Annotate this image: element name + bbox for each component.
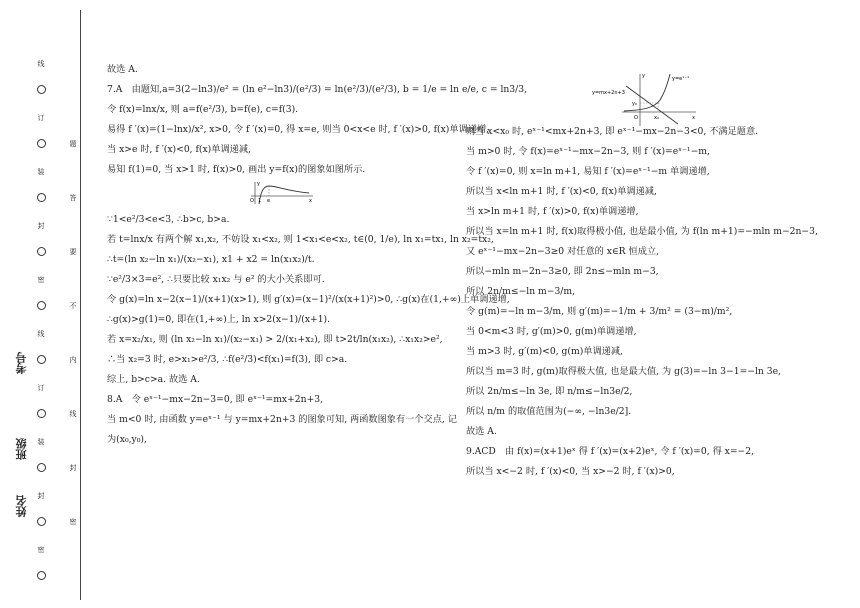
- binding-hole-icon: [37, 571, 46, 580]
- figure-lnx-over-x: [247, 180, 317, 206]
- binding-mark: 订: [37, 114, 45, 122]
- right-column-line: 故选 A.: [466, 426, 497, 437]
- right-column-line: 所以当 x<−2 时, f ′(x)<0, 当 x>−2 时, f ′(x)>0,: [466, 466, 675, 477]
- binding-hole-icon: [37, 463, 46, 472]
- fig2-label-line: y=mx+2n+3: [592, 90, 625, 96]
- fig1-label-e: e: [267, 198, 271, 204]
- binding-inner-mark: 封: [69, 464, 77, 472]
- left-column-line: 令 f(x)=lnx/x, 则 a=f(e²/3), b=f(e), c=f(3).: [107, 104, 299, 115]
- binding-outer-marks: [34, 60, 48, 608]
- label-class: 班级: [15, 438, 28, 460]
- binding-inner-mark: 要: [69, 248, 77, 256]
- figure-exp-line: [592, 70, 702, 128]
- fig2-label-x: x: [692, 115, 695, 121]
- right-column-line: 又 eˣ⁻¹−mx−2n−3≥0 对任意的 x∈R 恒成立,: [466, 246, 660, 257]
- right-column-line: 9.ACD 由 f(x)=(x+1)eˣ 得 f ′(x)=(x+2)eˣ, 令 f ′(x)=0, 得 x=−2,: [466, 446, 755, 457]
- binding-inner-mark: 答: [69, 194, 77, 202]
- binding-hole-icon: [37, 355, 46, 364]
- right-column-line: 令 g(m)=−ln m−3/m, 则 g′(m)=−1/m + 3/m² = (3−m)/m²,: [466, 306, 733, 317]
- right-column-line: 当 x>ln m+1 时, f ′(x)>0, f(x)单调递增,: [466, 206, 639, 217]
- right-column-line: 所以−mln m−2n−3≥0, 即 2n≤−mln m−3,: [466, 266, 659, 277]
- left-column-line: 若 x=x₂/x₁, 则 (ln x₂−ln x₁)/(x₂−x₁) > 2/(x₁+x₂), 即 t>2t/ln(x₁x₂), ∴x₁x₂>e²,: [107, 334, 443, 345]
- left-column-line: 为(x₀,y₀),: [107, 434, 147, 445]
- fig1-label-1: 1: [258, 198, 262, 204]
- left-column-line: 8.A 令 eˣ⁻¹−mx−2n−3=0, 即 eˣ⁻¹=mx+2n+3,: [107, 394, 324, 405]
- right-column-line: 所以当 x<ln m+1 时, f ′(x)<0, f(x)单调递减,: [466, 186, 657, 197]
- right-column-line: 当 m>3 时, g′(m)<0, g(m)单调递减,: [466, 346, 623, 357]
- binding-mark: 装: [37, 168, 45, 176]
- binding-mark: 线: [37, 330, 45, 338]
- left-column-line: 故选 A.: [107, 64, 138, 75]
- right-column-line: 所以 2n/m≤−ln m−3/m,: [466, 286, 576, 297]
- binding-mark: 封: [37, 492, 45, 500]
- left-column-line: ∵1<e²/3<e<3, ∴b>c, b>a.: [107, 214, 230, 225]
- label-name: 姓名: [15, 495, 28, 517]
- binding-hole-icon: [37, 139, 46, 148]
- right-column-line: 当 m>0 时, 令 f(x)=eˣ⁻¹−mx−2n−3, 则 f ′(x)=eˣ⁻¹−m,: [466, 146, 710, 157]
- left-column-line: ∴g(x)>g(1)=0, 即在(1,+∞)上, ln x>2(x−1)/(x+1).: [107, 314, 331, 325]
- left-column-line: 当 x>e 时, f ′(x)<0, f(x)单调递减,: [107, 144, 251, 155]
- binding-inner-mark: 不: [69, 302, 77, 310]
- left-column-line: 7.A 由题知,a=3(2−ln3)/e² = (ln e²−ln3)/(e²/3) = ln(e²/3)/(e²/3), b = 1/e = ln e/e, c = ln3/3,: [107, 84, 528, 95]
- right-column-line: 所以当 m=3 时, g(m)取得极大值, 也是最大值, 为 g(3)=−ln 3−1=−ln 3e,: [466, 366, 781, 377]
- binding-mark: 密: [37, 276, 45, 284]
- binding-inner-mark: 线: [69, 410, 77, 418]
- left-column-line: 综上, b>c>a. 故选 A.: [107, 374, 200, 385]
- binding-mark: 线: [37, 60, 45, 68]
- fig2-label-o: O: [634, 115, 638, 121]
- right-column-line: 令 f ′(x)=0, 则 x=ln m+1, 易知 f ′(x)=eˣ⁻¹−m 单调递增,: [466, 166, 710, 177]
- binding-inner-mark: 密: [69, 518, 77, 526]
- binding-hole-icon: [37, 247, 46, 256]
- binding-hole-icon: [37, 193, 46, 202]
- binding-hole-icon: [37, 517, 46, 526]
- left-column-line: 易得 f ′(x)=(1−lnx)/x², x>0, 令 f ′(x)=0, 得 x=e, 则当 0<x<e 时, f ′(x)>0, f(x)单调递增,: [107, 124, 490, 135]
- right-column-line: 则当 x<x₀ 时, eˣ⁻¹<mx+2n+3, 即 eˣ⁻¹−mx−2n−3<0, 不满足题意.: [466, 126, 759, 137]
- right-column-line: 所以 n/m 的取值范围为(−∞, −ln3e/2].: [466, 406, 632, 417]
- left-column-line: 易知 f(1)=0, 当 x>1 时, f(x)>0, 画出 y=f(x)的图象如图所示.: [107, 164, 366, 175]
- fig2-label-y0: y₀: [632, 101, 637, 107]
- left-column-line: 若 t=lnx/x 有两个解 x₁,x₂, 不妨设 x₁<x₂, 则 1<x₁<e<x₂, t∈(0, 1/e), ln x₁=tx₁, ln x₂=tx₂,: [107, 234, 494, 245]
- right-column-line: 所以当 x=ln m+1 时, f(x)取得极小值, 也是最小值, 为 f(ln m+1)=−mln m−2n−3,: [466, 226, 818, 237]
- label-exam-number: 考号: [15, 352, 28, 374]
- binding-mark: 装: [37, 438, 45, 446]
- binding-hole-icon: [37, 85, 46, 94]
- left-column-line: ∴当 x₂=3 时, e>x₁>e²/3, ∴f(e²/3)<f(x₁)=f(3), 即 c>a.: [107, 354, 348, 365]
- left-column-line: ∴t=(ln x₂−ln x₁)/(x₂−x₁), x1 + x2 = ln(x₁x₂)/t.: [107, 254, 315, 265]
- binding-mark: 封: [37, 222, 45, 230]
- fig1-label-o: O: [250, 198, 254, 204]
- fig1-label-x: x: [309, 198, 312, 204]
- fig1-label-y: y: [257, 181, 260, 187]
- right-column-line: 当 0<m<3 时, g′(m)>0, g(m)单调递增,: [466, 326, 637, 337]
- binding-line: [80, 10, 81, 600]
- left-column-line: ∵e²/3×3=e², ∴只要比较 x₁x₂ 与 e² 的大小关系即可.: [107, 274, 325, 285]
- binding-mark: 订: [37, 384, 45, 392]
- binding-inner-mark: 内: [69, 356, 77, 364]
- binding-mark: 密: [37, 546, 45, 554]
- fig2-label-exp: y=eˣ⁻¹: [672, 76, 690, 82]
- left-column-line: 当 m<0 时, 由函数 y=eˣ⁻¹ 与 y=mx+2n+3 的图象可知, 两函数图象有一个交点, 记: [107, 414, 457, 425]
- fig2-label-y: y: [642, 73, 645, 79]
- fig2-exp-curve: [624, 74, 670, 111]
- right-column-line: 所以 2n/m≤−ln 3e, 即 n/m≤−ln3e/2,: [466, 386, 633, 397]
- binding-inner-mark: 题: [69, 140, 77, 148]
- left-column-line: 令 g(x)=ln x−2(x−1)/(x+1)(x>1), 则 g′(x)=(x−1)²/(x(x+1)²)>0, ∴g(x)在(1,+∞)上单调递增,: [107, 294, 510, 305]
- figure-slot: [107, 180, 452, 210]
- binding-margin: [0, 0, 80, 608]
- binding-hole-icon: [37, 301, 46, 310]
- fig2-label-x0: x₀: [654, 115, 659, 121]
- binding-hole-icon: [37, 409, 46, 418]
